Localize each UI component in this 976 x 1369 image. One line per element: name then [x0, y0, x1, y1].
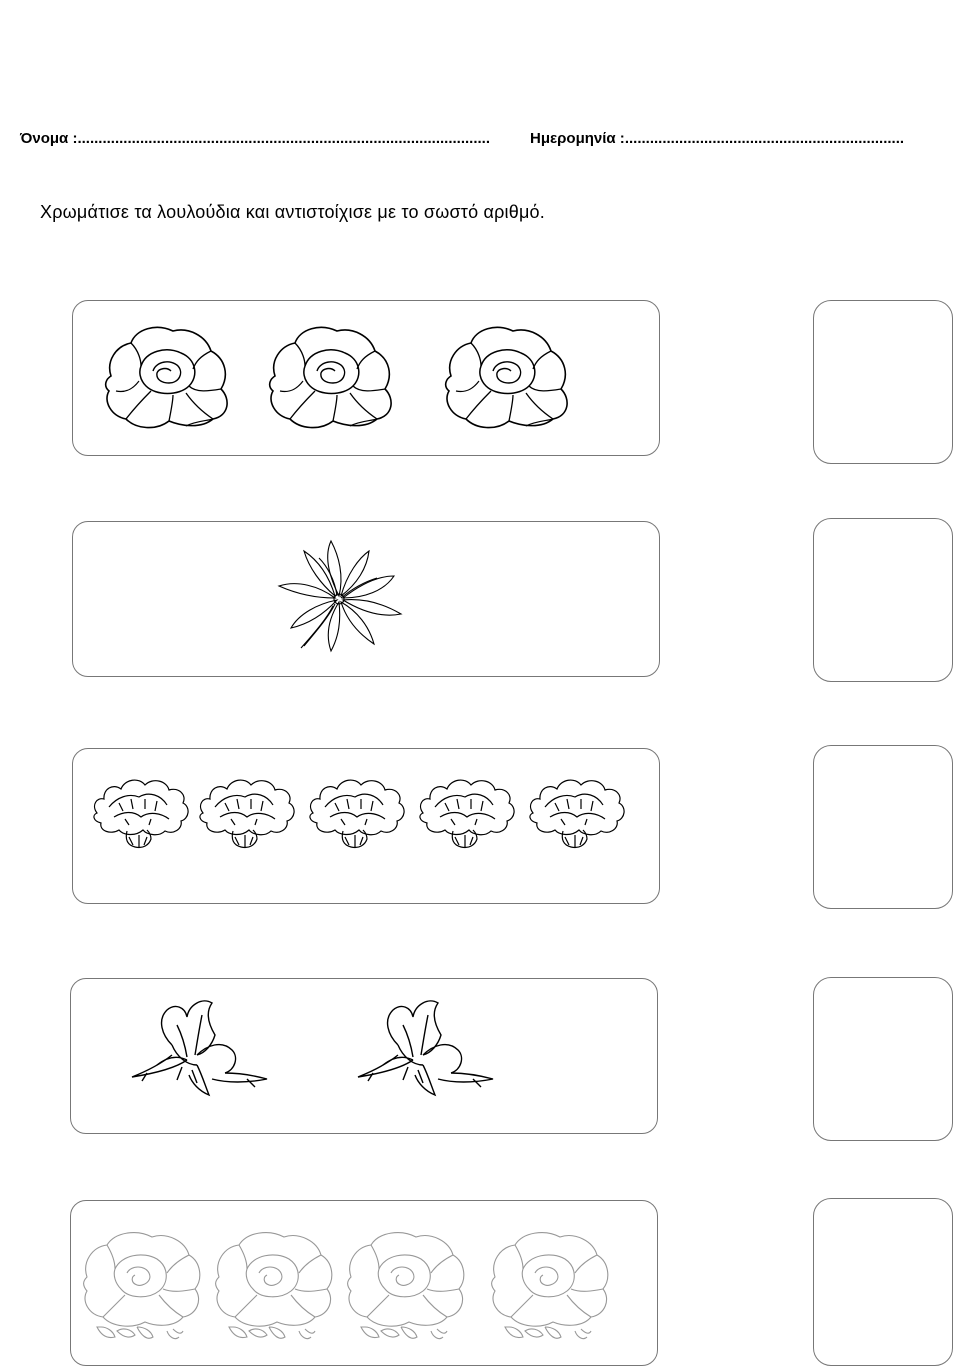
rose-flower-1[interactable]: [101, 321, 231, 431]
carnation-flower-1[interactable]: [89, 775, 189, 855]
flower-panel-daisy: [72, 521, 660, 677]
camellia-flower-1[interactable]: [77, 1227, 207, 1347]
flower-panel-irises: [70, 978, 658, 1134]
camellia-flower-3[interactable]: [341, 1227, 471, 1347]
name-label: Όνομα :: [20, 130, 78, 147]
rose-flower-3[interactable]: [441, 321, 571, 431]
carnation-flower-2[interactable]: [195, 775, 295, 855]
rose-flower-2[interactable]: [265, 321, 395, 431]
date-field-row: [530, 130, 904, 147]
camellia-flower-2[interactable]: [209, 1227, 339, 1347]
date-label: Ημερομηνία :: [530, 130, 625, 147]
carnation-flower-4[interactable]: [415, 775, 515, 855]
carnation-flower-5[interactable]: [525, 775, 625, 855]
date-input-line[interactable]: ...................................................................: [624, 130, 905, 147]
flower-panel-camellias: [70, 1200, 658, 1366]
flower-panel-roses: [72, 300, 660, 456]
carnation-flower-3[interactable]: [305, 775, 405, 855]
answer-box-camellias[interactable]: [813, 1198, 953, 1366]
name-field-row: [20, 130, 490, 147]
answer-box-daisy[interactable]: [813, 518, 953, 682]
daisy-flower-1[interactable]: [269, 536, 409, 656]
iris-flower-1[interactable]: [127, 995, 277, 1105]
answer-box-carnations[interactable]: [813, 745, 953, 909]
instruction-text: Χρωμάτισε τα λουλούδια και αντιστοίχισε με το σωστό αριθμό.: [40, 202, 545, 222]
answer-box-irises[interactable]: [813, 977, 953, 1141]
flower-panel-carnations: [72, 748, 660, 904]
answer-box-roses[interactable]: [813, 300, 953, 464]
iris-flower-2[interactable]: [353, 995, 503, 1105]
name-input-line[interactable]: ...................................................................................................: [77, 130, 491, 147]
camellia-flower-4[interactable]: [485, 1227, 615, 1347]
